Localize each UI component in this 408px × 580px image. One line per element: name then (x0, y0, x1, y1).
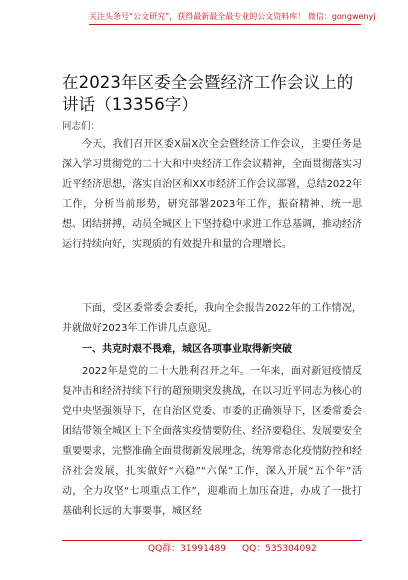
body-paragraph-section: 2022年是党的二十大胜利召开之年。一年来，面对新冠疫情反复冲击和经济持续下行的超预期突发挑战，在以习近平同志为核心的党中央坚强领导下，在自治区党委、市委的正确领导下，区委常委会团结带领全城区上下全面落实疫情要防住、经济要稳住、发展要安全重要要求，完整准确全面贯彻新发展理念，统筹常态化疫情防控和经济社会发展，扎实做好“六稳”“六保”工作，深入开展“五个年”活动，全力攻坚“七项重点工作”，迎难而上加压奋进，办成了一批打基础利长远的大事要事，城区经 (62, 366, 362, 517)
body-paragraph-intro: 今天，我们召开区委X届X次全会暨经济工作会议，主要任务是深入学习贯彻党的二十大和中央经济工作会议精神，全面贯彻落实习近平经济思想，落实自治区和XX市经济工作会议部署，总结2022年工作，分析当前形势，研究部署2023年工作，振奋精神、统一思想、团结拼搏，动员全城区上下坚持稳中求进工作总基调，推动经济运行持续向好，实现质的有效提升和量的合理增长。 (62, 139, 362, 250)
footer-qq-contact: QQ：535304092 (242, 544, 317, 554)
section-heading: 一、共克时艰不畏难，城区各项事业取得新突破 (82, 344, 292, 355)
header-banner: 关注头条号“公文研究”，获得最新最全最专业的公文资料库！ 微信：gongwenyj (89, 12, 376, 21)
document-title: 在2023年区委全会暨经济工作会议上的讲话（13356字） (62, 73, 354, 114)
footer (0, 540, 408, 580)
salutation: 同志们： (62, 121, 101, 132)
footer-divider (62, 540, 362, 541)
body-paragraph-report: 下面，受区委常委会委托，我向全会报告2022年的工作情况，并就做好2023年工作讲几点意见。 (62, 303, 362, 334)
header-divider (89, 24, 361, 25)
footer-qq-group: QQ群：31991489 (148, 544, 226, 554)
